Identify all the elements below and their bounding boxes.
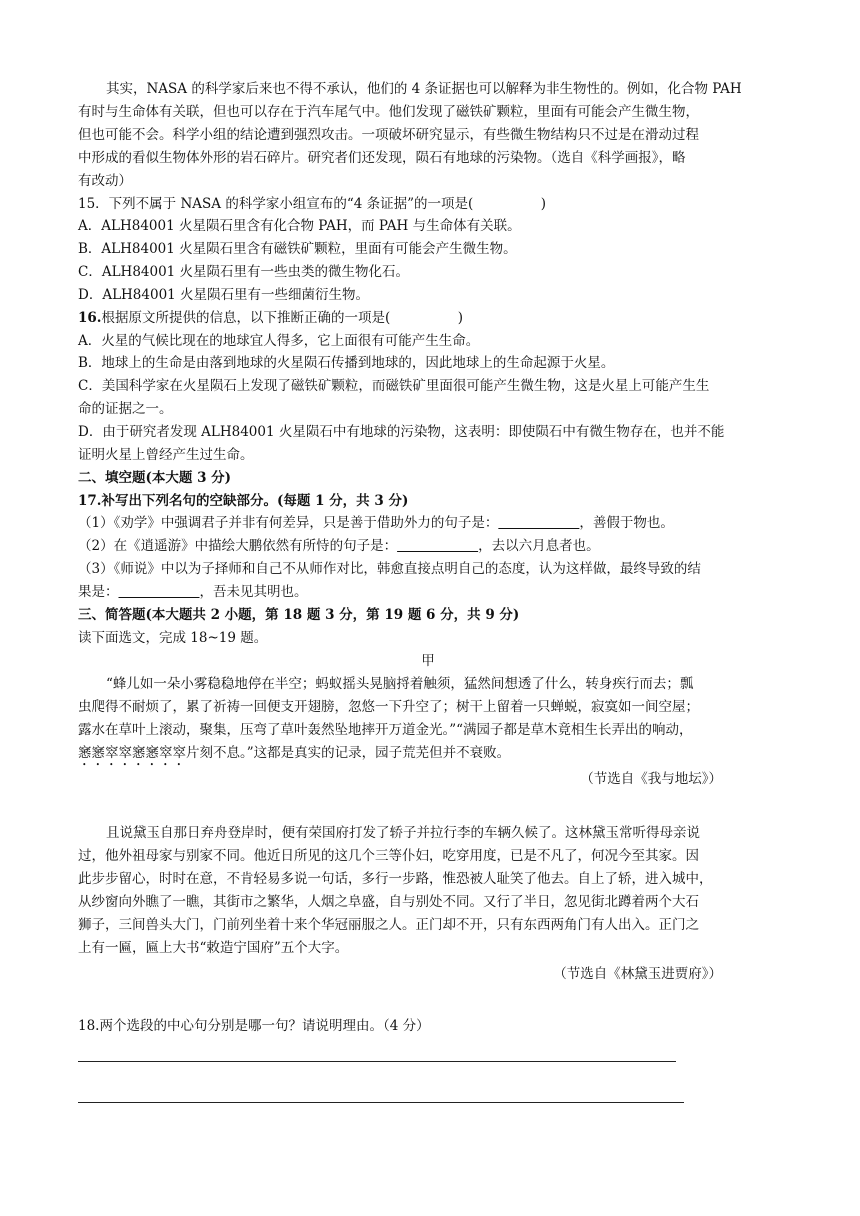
answer-line[interactable] [78, 1102, 684, 1103]
excerpt-yi-line: 此步步留心，时时在意，不肯轻易多说一句话，多行一步路，惟恐被人耻笑了他去。自上了轿，进入城中， [78, 871, 713, 887]
excerpt-jia-line: “蜂儿如一朵小雾稳稳地停在半空；蚂蚁摇头晃脑捋着触须，猛然间想透了什么，转身疾行而去；瓢 [106, 676, 694, 692]
question-15-stem: 15．下列不属于 NASA 的科学家小组宣布的“4 条证据”的一项是( ) [78, 196, 547, 212]
excerpt-jia-line [78, 742, 778, 764]
question-17-stem: 17.补写出下列名句的空缺部分。(每题 1 分，共 3 分) [78, 493, 409, 509]
fill-item-text: 果是： [78, 584, 119, 600]
passage-line: 其实，NASA 的科学家后来也不得不承认，他们的 4 条证据也可以解释为非生物性的。例如，化合物 PAH [106, 81, 742, 97]
excerpt-jia-label: 甲 [421, 653, 435, 669]
fill-blank[interactable] [498, 512, 579, 534]
question-16-option-d-cont: 证明火星上曾经产生过生命。 [78, 447, 254, 463]
fill-item-text: ，去以六月息者也。 [478, 538, 600, 554]
question-16-option-c: C．美国科学家在火星陨石上发现了磁铁矿颗粒，而磁铁矿里面很可能产生微生物，这是火星上可能产生生 [78, 378, 710, 394]
fill-item-1 [78, 512, 778, 534]
question-15-option-b: B．ALH84001 火星陨石里含有磁铁矿颗粒，里面有可能会产生微生物。 [78, 241, 517, 257]
question-18-stem: 18.两个选段的中心句分别是哪一句？请说明理由。（4 分） [78, 1018, 430, 1034]
fill-item-3 [78, 558, 778, 580]
fill-item-text: （1）《劝学》中强调君子并非有何差异，只是善于借助外力的句子是： [78, 515, 499, 531]
fill-blank[interactable] [119, 581, 200, 603]
question-15-option-a: A．ALH84001 火星陨石里含有化合物 PAH，而 PAH 与生命体有关联。 [78, 218, 521, 234]
passage-line: 中形成的看似生物体外形的岩石碎片。研究者们还发现，陨石有地球的污染物。（选自《科学画报》，略 [78, 150, 686, 166]
excerpt-jia-line: 虫爬得不耐烦了，累了祈祷一回便支开翅膀，忽悠一下升空了；树干上留着一只蝉蜕，寂寞如一间空屋； [78, 699, 699, 715]
question-15-option-c: C．ALH84001 火星陨石里有一些虫类的微生物化石。 [78, 264, 410, 280]
fill-item-text: （3）《师说》中以为子择师和自己不从师作对比，韩愈直接点明自己的态度，认为这样做，最终导致的结 [78, 561, 701, 577]
answer-line[interactable] [78, 1061, 676, 1062]
excerpt-jia-text: 片刻不息。”这都是真实的记录，园子荒芜但并不衰败。 [186, 745, 511, 761]
excerpt-jia-source: （节选自《我与地坛》） [580, 771, 722, 787]
emphasized-onomatopoeia: 窸窸窣窣窸窸窣窣 [78, 745, 186, 761]
question-16-option-d: D．由于研究者发现 ALH84001 火星陨石中有地球的污染物，这表明：即使陨石中有微生物存在，也并不能 [78, 424, 725, 440]
fill-item-2 [78, 535, 778, 557]
excerpt-yi-line: 狮子，三间兽头大门，门前列坐着十来个华冠丽服之人。正门却不开，只有东西两角门有人出入。正门之 [78, 917, 699, 933]
passage-line: 但也可能不会。科学小组的结论遭到强烈攻击。一项破坏研究显示，有些微生物结构只不过是在滑动过程 [78, 127, 699, 143]
question-16-stem [78, 307, 778, 329]
excerpt-yi-line: 上有一匾，匾上大书“敕造宁国府”五个大字。 [78, 940, 349, 956]
fill-item-text: ，吾未见其明也。 [199, 584, 308, 600]
reading-intro: 读下面选文，完成 18~19 题。 [78, 630, 268, 646]
fill-blank[interactable] [397, 535, 478, 557]
excerpt-yi-line: 且说黛玉自那日弃舟登岸时，便有荣国府打发了轿子并拉行李的车辆久候了。这林黛玉常听得母亲说 [106, 825, 700, 841]
question-16-option-c-cont: 命的证据之一。 [78, 401, 173, 417]
question-16-option-b: B．地球上的生命是由落到地球的火星陨石传播到地球的，因此地球上的生命起源于火星。 [78, 355, 615, 371]
excerpt-jia-line: 露水在草叶上滚动，聚集，压弯了草叶轰然坠地摔开万道金光。”“满园子都是草木竟相生长弄出的响动， [78, 722, 693, 738]
passage-line: 有时与生命体有关联，但也可以存在于汽车尾气中。他们发现了磁铁矿颗粒，里面有可能会产生微生物， [78, 104, 699, 120]
excerpt-yi-source: （节选自《林黛玉进贾府》） [553, 966, 722, 982]
question-15-option-d: D．ALH84001 火星陨石里有一些细菌衍生物。 [78, 287, 370, 303]
excerpt-yi-line: 过，他外祖母家与别家不同。他近日所见的这几个三等仆妇，吃穿用度，已是不凡了，何况今至其家。因 [78, 848, 699, 864]
question-16-number: 16. [78, 310, 102, 326]
excerpt-yi-line: 从纱窗向外瞧了一瞧，其街市之繁华，人烟之阜盛，自与别处不同。又行了半日，忽见街北蹲着两个大石 [78, 894, 699, 910]
passage-line: 有改动） [78, 173, 132, 189]
fill-item-text: ，善假于物也。 [579, 515, 674, 531]
fill-item-3-cont [78, 581, 778, 603]
section-3-heading: 三、简答题(本大题共 2 小题，第 18 题 3 分，第 19 题 6 分，共 9 分) [78, 607, 520, 623]
question-16-text: 根据原文所提供的信息，以下推断正确的一项是( ) [101, 310, 464, 326]
question-16-option-a: A．火星的气候比现在的地球宜人得多，它上面很有可能产生生命。 [78, 333, 480, 349]
fill-item-text: （2）在《逍遥游》中描绘大鹏依然有所恃的句子是： [78, 538, 398, 554]
section-2-heading: 二、填空题(本大题 3 分) [78, 470, 232, 486]
